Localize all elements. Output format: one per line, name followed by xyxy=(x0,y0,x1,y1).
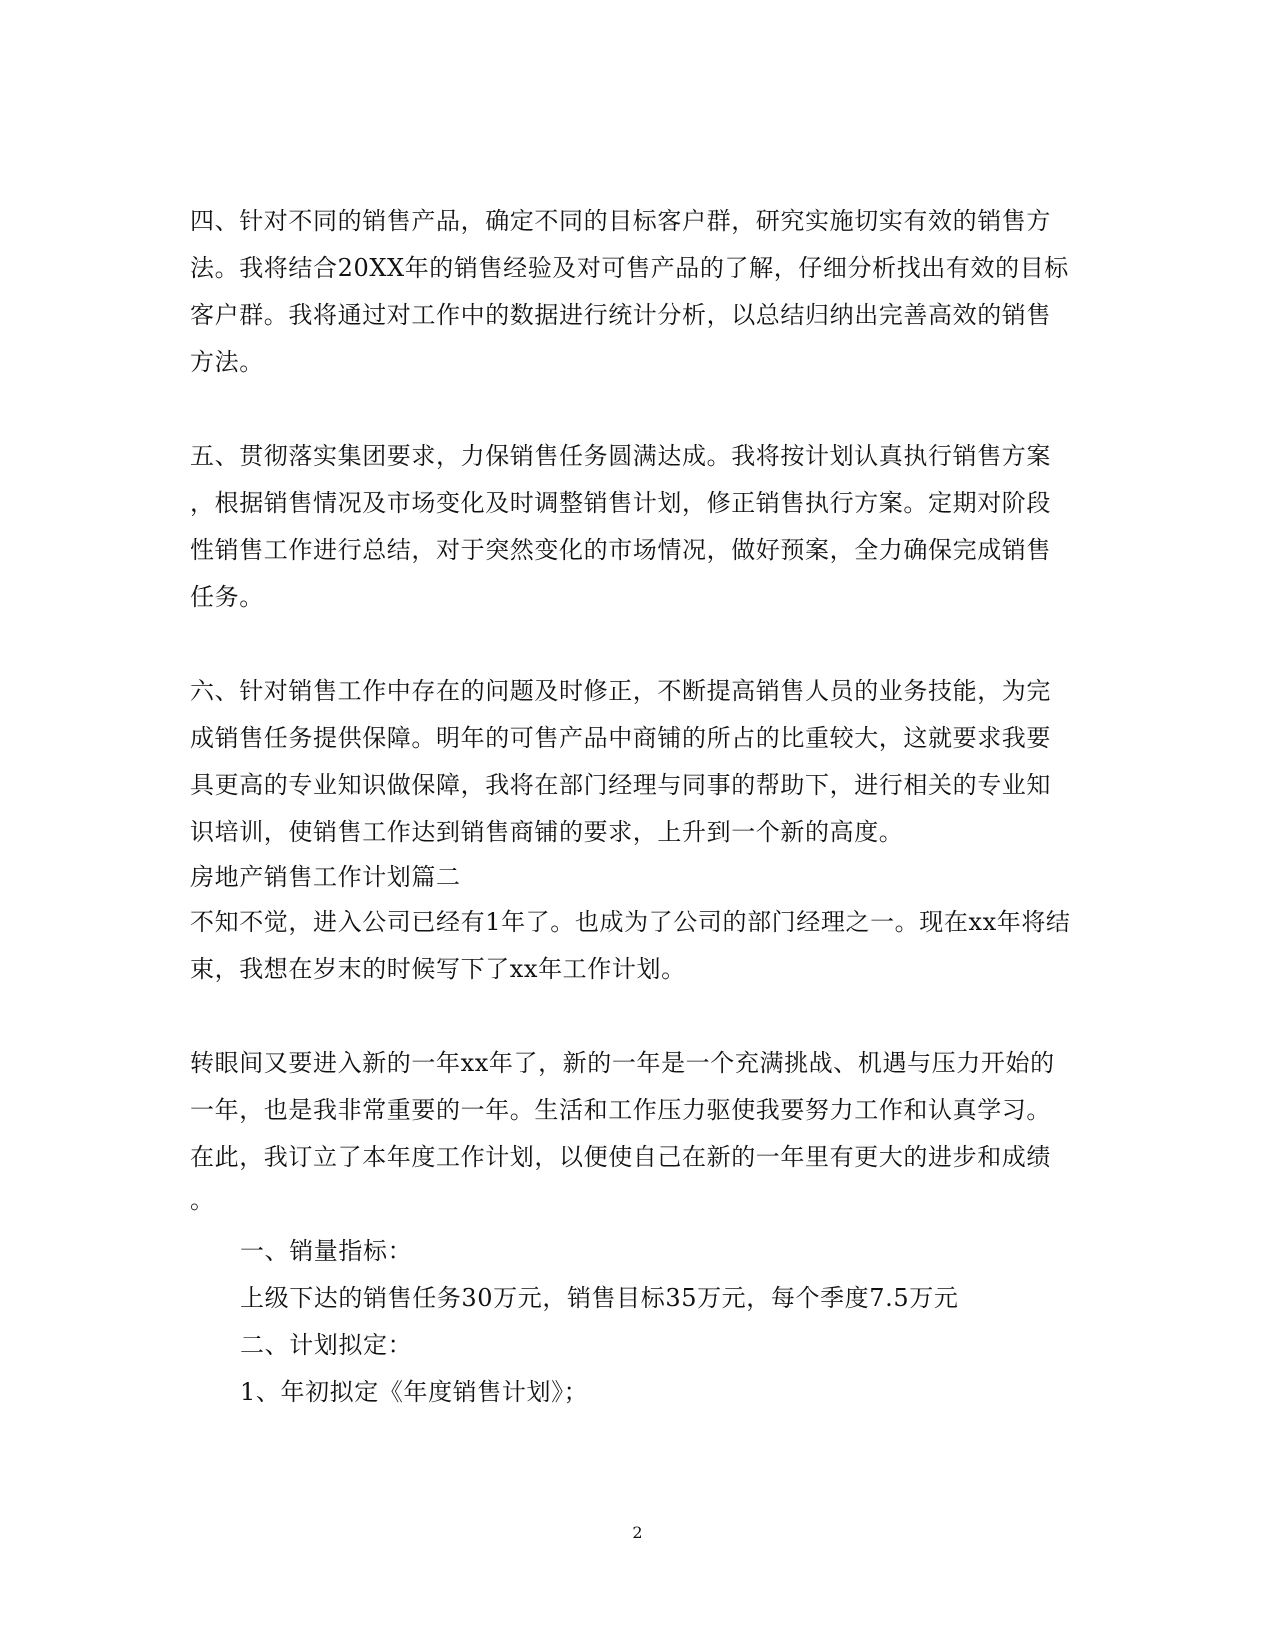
list-item-plan-1: 1、年初拟定《年度销售计划》； xyxy=(240,1378,589,1406)
paragraph-4-line-3: 客户群。我将通过对工作中的数据进行统计分析，以总结归纳出完善高效的销售 xyxy=(190,301,1051,329)
list-item-sales-target-heading: 一、销量指标： xyxy=(240,1237,413,1265)
page-number: 2 xyxy=(632,1523,643,1542)
list-item-sales-target-detail: 上级下达的销售任务30万元，销售目标35万元，每个季度7.5万元 xyxy=(240,1284,959,1312)
paragraph-5-line-4: 任务。 xyxy=(190,583,264,611)
intro-line-1: 不知不觉，进入公司已经有1年了。也成为了公司的部门经理之一。现在xx年将结 xyxy=(190,908,1071,936)
paragraph-6-line-3: 具更高的专业知识做保障，我将在部门经理与同事的帮助下，进行相关的专业知 xyxy=(190,771,1051,799)
new-year-line-1: 转眼间又要进入新的一年xx年了，新的一年是一个充满挑战、机遇与压力开始的 xyxy=(190,1049,1055,1077)
paragraph-4-line-4: 方法。 xyxy=(190,348,264,376)
intro-line-2: 束，我想在岁末的时候写下了xx年工作计划。 xyxy=(190,955,686,983)
paragraph-5-line-3: 性销售工作进行总结，对于突然变化的市场情况，做好预案，全力确保完成销售 xyxy=(190,536,1051,564)
paragraph-6-line-2: 成销售任务提供保障。明年的可售产品中商铺的所占的比重较大，这就要求我要 xyxy=(190,724,1051,752)
paragraph-4-line-2: 法。我将结合20XX年的销售经验及对可售产品的了解，仔细分析找出有效的目标 xyxy=(190,254,1069,282)
paragraph-5-line-1: 五、贯彻落实集团要求，力保销售任务圆满达成。我将按计划认真执行销售方案 xyxy=(190,442,1051,470)
section-title: 房地产销售工作计划篇二 xyxy=(190,863,461,891)
new-year-line-2: 一年，也是我非常重要的一年。生活和工作压力驱使我要努力工作和认真学习。 xyxy=(190,1096,1051,1124)
paragraph-6-line-1: 六、针对销售工作中存在的问题及时修正，不断提高销售人员的业务技能，为完 xyxy=(190,677,1051,705)
paragraph-4-line-1: 四、针对不同的销售产品，确定不同的目标客户群，研究实施切实有效的销售方 xyxy=(190,207,1051,235)
new-year-line-4: 。 xyxy=(190,1186,215,1214)
paragraph-5-line-2: ，根据销售情况及市场变化及时调整销售计划，修正销售执行方案。定期对阶段 xyxy=(190,489,1051,517)
paragraph-6-line-4: 识培训，使销售工作达到销售商铺的要求，上升到一个新的高度。 xyxy=(190,818,904,846)
list-item-plan-heading: 二、计划拟定： xyxy=(240,1331,413,1359)
new-year-line-3: 在此，我订立了本年度工作计划，以便使自己在新的一年里有更大的进步和成绩 xyxy=(190,1143,1051,1171)
